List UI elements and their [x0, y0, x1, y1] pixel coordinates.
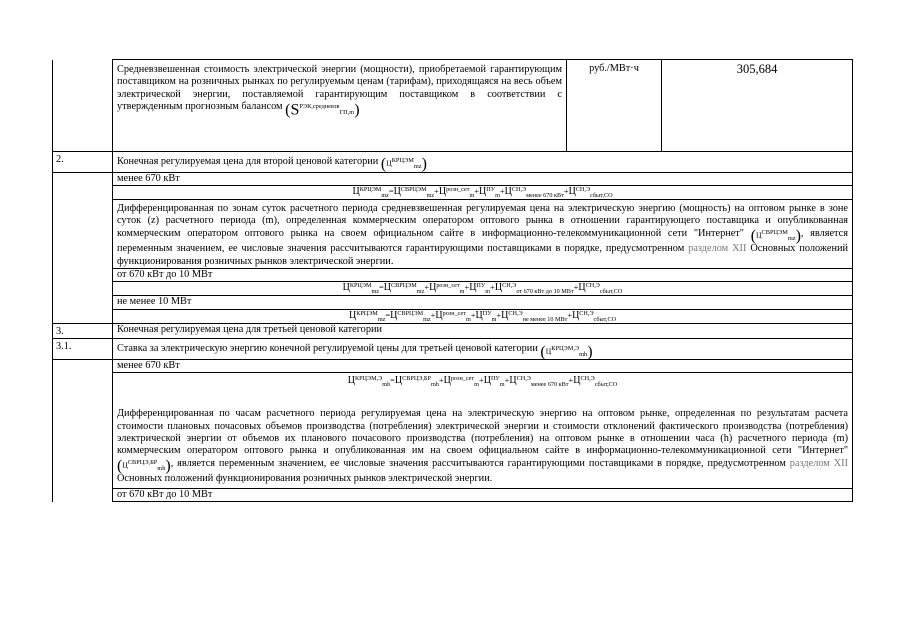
row-category-2 — [53, 152, 853, 173]
formula-cat2-670-10: $Ц^{КРЦЭМ}_{mz}=Ц^{СВРЦЭМ}_{mz}+Ц^{розн\_сет}_m+Ц^{ПУ}_m+Ц^{СН,Э}_{от 670 кВт до 10 МВт}+Ц^{СН,Э}_{сбыт,СО}$ — [113, 282, 853, 296]
row-band — [53, 488, 853, 501]
row-formula-and-description — [53, 373, 853, 489]
unit-cell: руб./МВт·ч — [567, 60, 662, 152]
category-3-1-title-text: Ставка за электрическую энергию конечной регулируемой цены для третьей ценовой категории — [117, 343, 538, 355]
category-2-title-text: Конечная регулируемая цена для второй ценовой категории — [117, 156, 379, 167]
tariff-table — [52, 59, 853, 502]
row-formula — [53, 282, 853, 296]
row-category-3 — [53, 323, 853, 338]
section-xii-link[interactable]: разделом XII — [789, 457, 849, 469]
description-cat2: Дифференцированная по зонам суток расчетного периода средневзвешенная регулируемая цена на электрическую энергию (мощность) на оптовом рынке в зоне суток (z) расчетного периода (m), определенная коммерческим оператором оптового рынка в отношении гарантирующего поставщика и опубликованная коммерческим оператором оптового рынка на своем официальном сайте в информационно-телекоммуникационной сети "Интернет" $(Ц^{СВРЦЭМ}_{mz})$, является переменным значением, ее числовые значения рассчитываются гарантирующими поставщиками в порядке, предусмотренном разделом XII Основных положений функционирования розничных рынков электрической энергии. — [113, 199, 853, 268]
row-band — [53, 269, 853, 282]
description-cat31: Дифференцированная по часам расчетного периода регулируемая цена на электрическую энергию на оптовом рынке, определенная по результатам расчета стоимости плановых почасовых объемов производства (потребления) электрической энергии и стоимости отклонений фактического производства (потребления) электрической энергии от объемов их планового почасового производства (потребления) на оптовом рынке в отношении часа (h) расчетного периода (m) коммерческим оператором оптового рынка и опубликованная им на своем официальном сайте в информационно-телекоммуникационной сети "Интернет" $(Ц^{СВРЦЭ,БР}_{mh})$, является переменным значением, ее числовые значения рассчитываются гарантирующими поставщиками в порядке, предусмотренном разделом XII Основных положений функционирования розничных рынков электрической энергии. — [117, 408, 849, 485]
row-formula — [53, 309, 853, 323]
row-number-empty — [53, 60, 113, 152]
category-3-1-title-symbol: $(Ц^{КРЦЭМ,Э}_{mh})$ — [540, 343, 593, 361]
description-symbol: $(Ц^{СВРЦЭМ}_{mz})$ — [750, 227, 801, 245]
average-cost-symbol: $(S^{РЭК,средневзв}_{ГП,m})$ — [285, 101, 360, 119]
row-description — [53, 199, 853, 268]
row-band — [53, 359, 853, 372]
band-label: менее 670 кВт — [113, 172, 853, 185]
value-cell: 305,684 — [662, 60, 853, 152]
band-label: не менее 10 МВт — [113, 296, 853, 309]
average-cost-description — [113, 60, 567, 152]
formula-cat2-less-670: $Ц^{КРЦЭМ}_{mz}=Ц^{СВРЦЭМ}_{mz}+Ц^{розн\_сет}_m+Ц^{ПУ}_m+Ц^{СН,Э}_{менее 670 кВт}+Ц^{СН,Э}_{сбыт,СО}$ — [113, 185, 853, 199]
row-band — [53, 172, 853, 185]
formula-description-cell — [113, 373, 853, 489]
band-label: от 670 кВт до 10 МВт — [113, 488, 853, 501]
row-band — [53, 296, 853, 309]
category-3-title: Конечная регулируемая цена для третьей ценовой категории — [113, 323, 853, 338]
row-number: 2. — [53, 152, 113, 173]
description-symbol: $(Ц^{СВРЦЭ,БР}_{mh})$ — [117, 457, 171, 475]
row-number: 3.1. — [53, 339, 113, 360]
row-number: 3. — [53, 323, 113, 338]
category-2-title-symbol: $(Ц^{КРЦЭМ}_{mz})$ — [380, 156, 427, 173]
category-2-title — [113, 152, 853, 173]
row-category-3-1 — [53, 339, 853, 360]
average-cost-text: Средневзвешенная стоимость электрической энергии (мощности), приобретаемой гарантирующим поставщиком на розничных рынках по регулируемым ценам (тарифам), приходящаяся на весь объем электрической энергии, поставляемой гарантирующим поставщиком в соответствии с утвержденным прогнозным балансом — [117, 64, 562, 113]
formula-cat31-less-670: $Ц^{КРЦЭМ,Э}_{mh}=Ц^{СВРЦЭ,БР}_{mh}+Ц^{розн\_сет}_m+Ц^{ПУ}_m+Ц^{СН,Э}_{менее 670 кВт}+Ц^{СН,Э}_{сбыт,СО}$ — [347, 375, 618, 389]
category-3-1-title — [113, 339, 853, 360]
section-xii-link[interactable]: разделом XII — [688, 243, 747, 255]
band-label: от 670 кВт до 10 МВт — [113, 269, 853, 282]
formula-cat2-over-10: $Ц^{КРЦЭМ}_{mz}=Ц^{СВРЦЭМ}_{mz}+Ц^{розн\_сет}_m+Ц^{ПУ}_m+Ц^{СН,Э}_{не менее 10 МВт}+Ц^{СН,Э}_{сбыт,СО}$ — [113, 309, 853, 323]
band-label: менее 670 кВт — [113, 359, 853, 372]
row-average-cost — [53, 60, 853, 152]
row-formula — [53, 185, 853, 199]
